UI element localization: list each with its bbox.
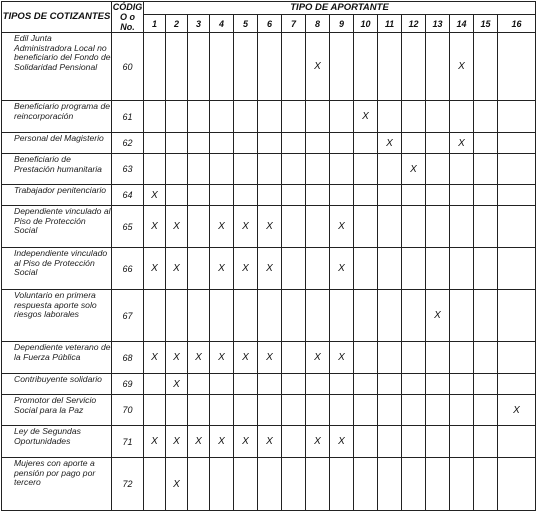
empty-cell — [144, 374, 166, 395]
empty-cell — [166, 133, 188, 154]
empty-cell — [210, 154, 234, 185]
mark-x: X — [258, 342, 282, 374]
empty-cell — [234, 374, 258, 395]
table-row — [2, 185, 536, 206]
empty-cell — [354, 342, 378, 374]
empty-cell — [306, 133, 330, 154]
empty-cell — [498, 33, 536, 101]
empty-cell — [258, 133, 282, 154]
empty-cell — [282, 290, 306, 342]
cotizante-code: 68 — [112, 342, 144, 374]
empty-cell — [282, 185, 306, 206]
empty-cell — [354, 374, 378, 395]
mark-x: X — [144, 206, 166, 248]
mark-x: X — [210, 248, 234, 290]
empty-cell — [144, 395, 166, 426]
cotizante-code: 60 — [112, 33, 144, 101]
empty-cell — [330, 458, 354, 511]
empty-cell — [378, 395, 402, 426]
empty-cell — [234, 395, 258, 426]
empty-cell — [330, 185, 354, 206]
mark-x: X — [234, 248, 258, 290]
empty-cell — [378, 101, 402, 133]
table-row — [2, 154, 536, 185]
empty-cell — [330, 154, 354, 185]
mark-x: X — [210, 206, 234, 248]
empty-cell — [498, 154, 536, 185]
mark-x: X — [144, 248, 166, 290]
empty-cell — [450, 185, 474, 206]
cotizante-code: 66 — [112, 248, 144, 290]
mark-x: X — [354, 101, 378, 133]
cotizante-code: 63 — [112, 154, 144, 185]
empty-cell — [402, 458, 426, 511]
aportante-column-5: 5 — [234, 15, 258, 33]
empty-cell — [498, 206, 536, 248]
empty-cell — [234, 101, 258, 133]
empty-cell — [354, 33, 378, 101]
table-row — [2, 374, 536, 395]
empty-cell — [306, 374, 330, 395]
aportante-column-11: 11 — [378, 15, 402, 33]
empty-cell — [426, 426, 450, 458]
empty-cell — [402, 248, 426, 290]
aportante-column-4: 4 — [210, 15, 234, 33]
empty-cell — [330, 133, 354, 154]
aportante-column-16: 16 — [498, 15, 536, 33]
tipos-header: TIPOS DE COTIZANTES — [2, 2, 112, 33]
empty-cell — [210, 290, 234, 342]
empty-cell — [188, 248, 210, 290]
empty-cell — [378, 458, 402, 511]
table-row — [2, 33, 536, 101]
mark-x: X — [258, 426, 282, 458]
aportante-column-8: 8 — [306, 15, 330, 33]
empty-cell — [210, 185, 234, 206]
empty-cell — [426, 458, 450, 511]
empty-cell — [144, 101, 166, 133]
table-row — [2, 342, 536, 374]
empty-cell — [210, 33, 234, 101]
mark-x: X — [450, 133, 474, 154]
empty-cell — [378, 426, 402, 458]
empty-cell — [144, 290, 166, 342]
empty-cell — [166, 101, 188, 133]
empty-cell — [474, 101, 498, 133]
empty-cell — [450, 426, 474, 458]
cotizante-name: Dependiente veterano de la Fuerza Pública — [2, 342, 112, 374]
empty-cell — [474, 342, 498, 374]
empty-cell — [188, 154, 210, 185]
empty-cell — [426, 185, 450, 206]
mark-x: X — [210, 426, 234, 458]
empty-cell — [330, 33, 354, 101]
mark-x: X — [378, 133, 402, 154]
empty-cell — [282, 342, 306, 374]
empty-cell — [498, 290, 536, 342]
empty-cell — [354, 290, 378, 342]
mark-x: X — [234, 426, 258, 458]
mark-x: X — [330, 248, 354, 290]
empty-cell — [354, 395, 378, 426]
mark-x: X — [426, 290, 450, 342]
mark-x: X — [144, 342, 166, 374]
empty-cell — [426, 154, 450, 185]
aportante-column-7: 7 — [282, 15, 306, 33]
empty-cell — [188, 290, 210, 342]
mark-x: X — [258, 248, 282, 290]
cotizante-code: 67 — [112, 290, 144, 342]
empty-cell — [306, 458, 330, 511]
mark-x: X — [210, 342, 234, 374]
empty-cell — [402, 290, 426, 342]
empty-cell — [282, 154, 306, 185]
empty-cell — [282, 101, 306, 133]
empty-cell — [234, 133, 258, 154]
empty-cell — [498, 374, 536, 395]
empty-cell — [354, 206, 378, 248]
empty-cell — [450, 206, 474, 248]
mark-x: X — [166, 248, 188, 290]
empty-cell — [402, 101, 426, 133]
empty-cell — [166, 290, 188, 342]
empty-cell — [426, 33, 450, 101]
empty-cell — [450, 248, 474, 290]
empty-cell — [306, 290, 330, 342]
empty-cell — [426, 101, 450, 133]
empty-cell — [402, 426, 426, 458]
empty-cell — [166, 33, 188, 101]
mark-x: X — [234, 342, 258, 374]
mark-x: X — [306, 342, 330, 374]
mark-x: X — [330, 426, 354, 458]
empty-cell — [330, 395, 354, 426]
empty-cell — [306, 154, 330, 185]
empty-cell — [188, 101, 210, 133]
empty-cell — [210, 395, 234, 426]
mark-x: X — [258, 206, 282, 248]
empty-cell — [498, 248, 536, 290]
empty-cell — [144, 133, 166, 154]
empty-cell — [402, 206, 426, 248]
aportante-column-1: 1 — [144, 15, 166, 33]
empty-cell — [188, 206, 210, 248]
empty-cell — [474, 290, 498, 342]
empty-cell — [188, 185, 210, 206]
cotizante-name: Promotor del Servicio Social para la Paz — [2, 395, 112, 426]
empty-cell — [450, 458, 474, 511]
cotizante-code: 61 — [112, 101, 144, 133]
mark-x: X — [166, 206, 188, 248]
empty-cell — [306, 101, 330, 133]
empty-cell — [378, 374, 402, 395]
table-row — [2, 248, 536, 290]
cotizante-name: Beneficiario de Prestación humanitaria — [2, 154, 112, 185]
empty-cell — [474, 133, 498, 154]
empty-cell — [402, 395, 426, 426]
mark-x: X — [306, 33, 330, 101]
empty-cell — [306, 395, 330, 426]
cotizante-name: Trabajador penitenciario — [2, 185, 112, 206]
empty-cell — [402, 133, 426, 154]
empty-cell — [450, 342, 474, 374]
empty-cell — [354, 133, 378, 154]
empty-cell — [450, 290, 474, 342]
empty-cell — [258, 101, 282, 133]
table-row — [2, 101, 536, 133]
mark-x: X — [498, 395, 536, 426]
empty-cell — [258, 290, 282, 342]
empty-cell — [282, 395, 306, 426]
codigo-header: CÓDIG O o No. — [112, 2, 143, 32]
empty-cell — [354, 248, 378, 290]
cotizante-code: 69 — [112, 374, 144, 395]
empty-cell — [144, 458, 166, 511]
aportante-column-12: 12 — [402, 15, 426, 33]
empty-cell — [354, 458, 378, 511]
empty-cell — [498, 342, 536, 374]
empty-cell — [426, 248, 450, 290]
empty-cell — [234, 185, 258, 206]
empty-cell — [498, 133, 536, 154]
empty-cell — [234, 33, 258, 101]
empty-cell — [474, 154, 498, 185]
empty-cell — [498, 101, 536, 133]
aportante-header: TIPO DE APORTANTE — [144, 2, 536, 15]
empty-cell — [354, 154, 378, 185]
cotizante-name: Mujeres con aporte a pensión por pago por tercero — [2, 458, 112, 511]
table-row — [2, 206, 536, 248]
cotizantes-table — [1, 1, 536, 511]
empty-cell — [258, 33, 282, 101]
mark-x: X — [188, 426, 210, 458]
empty-cell — [210, 101, 234, 133]
mark-x: X — [166, 426, 188, 458]
cotizante-code: 64 — [112, 185, 144, 206]
empty-cell — [144, 33, 166, 101]
table-row — [2, 395, 536, 426]
empty-cell — [188, 33, 210, 101]
mark-x: X — [234, 206, 258, 248]
empty-cell — [188, 133, 210, 154]
empty-cell — [330, 101, 354, 133]
empty-cell — [378, 342, 402, 374]
empty-cell — [258, 154, 282, 185]
empty-cell — [258, 374, 282, 395]
mark-x: X — [450, 33, 474, 101]
empty-cell — [166, 154, 188, 185]
empty-cell — [234, 154, 258, 185]
empty-cell — [450, 154, 474, 185]
empty-cell — [450, 374, 474, 395]
empty-cell — [210, 374, 234, 395]
empty-cell — [474, 248, 498, 290]
mark-x: X — [166, 458, 188, 511]
mark-x: X — [188, 342, 210, 374]
empty-cell — [188, 458, 210, 511]
empty-cell — [282, 206, 306, 248]
empty-cell — [354, 185, 378, 206]
empty-cell — [474, 458, 498, 511]
empty-cell — [234, 290, 258, 342]
empty-cell — [330, 374, 354, 395]
empty-cell — [402, 185, 426, 206]
empty-cell — [258, 185, 282, 206]
mark-x: X — [306, 426, 330, 458]
table-row — [2, 133, 536, 154]
cotizante-name: Edil Junta Administradora Local no beneficiario del Fondo de Solidaridad Pensional — [2, 33, 112, 101]
empty-cell — [306, 248, 330, 290]
table-row — [2, 290, 536, 342]
cotizante-name: Beneficiario programa de reincorporación — [2, 101, 112, 133]
empty-cell — [354, 426, 378, 458]
cotizante-code: 72 — [112, 458, 144, 511]
empty-cell — [234, 458, 258, 511]
empty-cell — [474, 185, 498, 206]
mark-x: X — [330, 206, 354, 248]
cotizante-name: Dependiente vinculado al Piso de Protección Social — [2, 206, 112, 248]
empty-cell — [210, 133, 234, 154]
empty-cell — [402, 33, 426, 101]
empty-cell — [474, 395, 498, 426]
empty-cell — [498, 426, 536, 458]
empty-cell — [378, 206, 402, 248]
empty-cell — [426, 374, 450, 395]
mark-x: X — [166, 342, 188, 374]
empty-cell — [498, 458, 536, 511]
empty-cell — [474, 374, 498, 395]
empty-cell — [282, 426, 306, 458]
aportante-column-6: 6 — [258, 15, 282, 33]
empty-cell — [282, 248, 306, 290]
empty-cell — [258, 395, 282, 426]
empty-cell — [474, 33, 498, 101]
empty-cell — [282, 374, 306, 395]
empty-cell — [258, 458, 282, 511]
empty-cell — [188, 374, 210, 395]
empty-cell — [166, 185, 188, 206]
empty-cell — [474, 206, 498, 248]
cotizante-name: Contribuyente solidario — [2, 374, 112, 395]
empty-cell — [282, 33, 306, 101]
mark-x: X — [144, 426, 166, 458]
empty-cell — [474, 426, 498, 458]
aportante-column-9: 9 — [330, 15, 354, 33]
cotizante-code: 62 — [112, 133, 144, 154]
empty-cell — [426, 206, 450, 248]
empty-cell — [450, 101, 474, 133]
aportante-column-2: 2 — [166, 15, 188, 33]
table-row — [2, 426, 536, 458]
mark-x: X — [402, 154, 426, 185]
aportante-column-3: 3 — [188, 15, 210, 33]
empty-cell — [378, 185, 402, 206]
empty-cell — [166, 395, 188, 426]
empty-cell — [306, 206, 330, 248]
empty-cell — [282, 458, 306, 511]
empty-cell — [144, 154, 166, 185]
empty-cell — [426, 133, 450, 154]
empty-cell — [450, 395, 474, 426]
empty-cell — [498, 185, 536, 206]
table-row — [2, 458, 536, 511]
cotizante-code: 71 — [112, 426, 144, 458]
empty-cell — [378, 290, 402, 342]
empty-cell — [378, 248, 402, 290]
empty-cell — [188, 395, 210, 426]
cotizante-name: Ley de Segundas Oportunidades — [2, 426, 112, 458]
aportante-column-15: 15 — [474, 15, 498, 33]
cotizante-code: 65 — [112, 206, 144, 248]
empty-cell — [402, 342, 426, 374]
empty-cell — [306, 185, 330, 206]
empty-cell — [426, 395, 450, 426]
empty-cell — [426, 342, 450, 374]
empty-cell — [210, 458, 234, 511]
mark-x: X — [144, 185, 166, 206]
empty-cell — [378, 154, 402, 185]
cotizante-name: Voluntario en primera respuesta aporte solo riesgos laborales — [2, 290, 112, 342]
aportante-column-10: 10 — [354, 15, 378, 33]
empty-cell — [282, 133, 306, 154]
aportante-column-14: 14 — [450, 15, 474, 33]
aportante-column-13: 13 — [426, 15, 450, 33]
empty-cell — [402, 374, 426, 395]
cotizante-name: Personal del Magisterio — [2, 133, 112, 154]
mark-x: X — [166, 374, 188, 395]
mark-x: X — [330, 342, 354, 374]
cotizante-code: 70 — [112, 395, 144, 426]
empty-cell — [378, 33, 402, 101]
cotizante-name: Independiente vinculado al Piso de Protección Social — [2, 248, 112, 290]
empty-cell — [330, 290, 354, 342]
